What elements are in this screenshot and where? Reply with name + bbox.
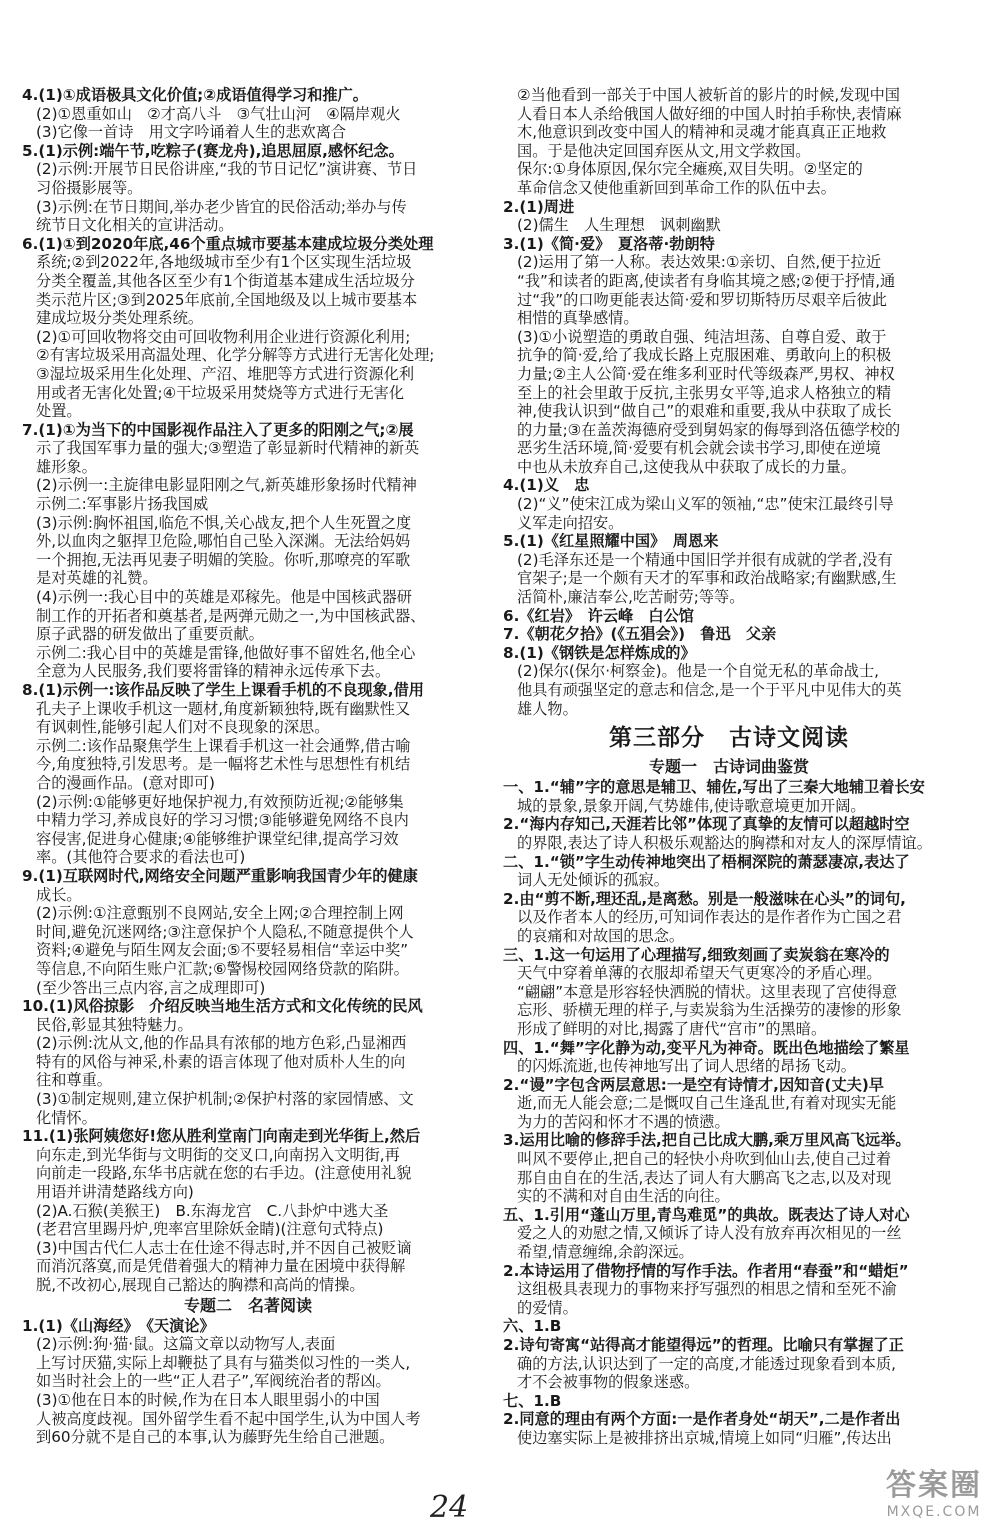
answer-line: 上写讨厌猫,实际上却鞭挞了具有与猫类似习性的一类人, [36, 1353, 411, 1372]
answer-line: 用语并讲清楚路线方向) [36, 1183, 194, 1202]
answer-line: 分类全覆盖,其他各区至少有1个街道基本建成生活垃圾分 [36, 271, 415, 290]
answer-line: 城的景象,景象开阔,气势雄伟,使诗歌意境更加开阔。 [517, 796, 866, 815]
answer-line: 活简朴,廉洁奉公,吃苦耐劳;等等。 [517, 588, 745, 607]
answer-line: 全意为人民服务,我们要将雷锋的精神永远传承下去。 [36, 662, 391, 681]
answer-line: 的爱情。 [517, 1298, 578, 1317]
answer-line: 5.(1)《红星照耀中国》 周恩来 [503, 532, 719, 551]
answer-line: 4.(1)义 忠 [503, 476, 590, 495]
answer-line: 8.(1)示例一:该作品反映了学生上课看手机的不良现象,借用 [22, 681, 424, 699]
answer-line: 叫风不要停止,把自己的轻快小舟吹到仙山去,使自己过着 [517, 1150, 892, 1169]
answer-line: 合的漫画作品。(意对即可) [36, 773, 215, 792]
answer-line: 示例二:军事影片扬我国威 [36, 495, 209, 514]
answer-line: (3)①制定规则,建立保护机制;②保护村落的家园情感、文 [36, 1090, 414, 1109]
answer-line: 示例二:我心目中的英雄是雷锋,他做好事不留姓名,他全心 [36, 643, 416, 662]
answer-line: (2)①恩重如山 ②才高八斗 ③气壮山河 ④隔岸观火 [36, 104, 401, 123]
answer-line: 国。于是他决定回国弃医从文,用文学救国。 [517, 141, 811, 160]
answer-line: (老君宫里踢丹炉,兜率宫里除妖金睛)(注意句式特点) [36, 1220, 384, 1239]
answer-line: 七、1.B [503, 1391, 562, 1410]
answer-line: (2)保尔(保尔·柯察金)。他是一个自觉无私的革命战士, [517, 662, 879, 681]
answer-line: (2)示例:①能够更好地保护视力,有效预防近视;②能够集 [36, 792, 404, 811]
answer-line: (2)示例:狗·猫·鼠。这篇文章以动物写人,表面 [36, 1335, 336, 1354]
answer-line: 11.(1)张阿姨您好!您从胜利堂南门向南走到光华街上,然后 [22, 1127, 421, 1146]
answer-line: 是对英雄的礼赞。 [36, 569, 158, 588]
answer-line: 他具有顽强坚定的意志和信念,是一个于平凡中见伟大的英 [517, 681, 902, 699]
answer-line: 往和尊重。 [36, 1071, 112, 1090]
answer-line: 2.同意的理由有两个方面:一是作者身处“胡天”,二是作者出 [503, 1410, 901, 1429]
answer-line: 习俗摄影展等。 [36, 178, 143, 197]
answer-line: (至少答出三点内容,言之成理即可) [36, 978, 266, 997]
answer-line: (2)①可回收物将交由可回收物利用企业进行资源化利用; [36, 327, 411, 346]
answer-line: 制工作的开拓者和奠基者,是两弹元勋之一,为中国核武器、 [36, 606, 426, 625]
answer-line: 时间,避免沉迷网络;③注意保护个人隐私,不随意提供个人 [36, 922, 414, 941]
answer-line: 1.(1)《山海经》 《天演论》 [22, 1316, 215, 1335]
answer-line: “翩翩”本意是形容轻快洒脱的情状。这里表现了宫使得意 [517, 982, 898, 1001]
answer-line: ②当他看到一部关于中国人被斩首的影片的时候,发现中国 [517, 86, 900, 104]
answer-line: 中精力学习,养成良好的学习习惯;③能够避免网络不良内 [36, 811, 409, 830]
answer-line: 官架子;是一个颇有天才的军事和政治战略家;有幽默感,生 [517, 569, 897, 588]
answer-line: 革命信念又使他重新回到革命工作的队伍中去。 [517, 178, 836, 197]
answer-line: (2)运用了第一人称。表达效果:①亲切、自然,便于拉近 [517, 253, 882, 272]
answer-line: 实的不满和对自由生活的向往。 [517, 1187, 730, 1206]
answer-line: 向前走一段路,东华书店就在您的右手边。(注意使用礼貌 [36, 1164, 412, 1183]
answer-line: “我”和读者的距离,使读者有身临其境之感;②便于抒情,通 [517, 271, 896, 290]
answer-line: 抗争的简·爱,给了我成长路上克服困难、勇敢向上的积极 [517, 346, 892, 365]
answer-line: 等信息,不向陌生账户汇款;⑥警惕校园网络贷款的陷阱。 [36, 959, 409, 978]
answer-line: 8.(1)《钢铁是怎样炼成的》 [503, 643, 696, 662]
answer-line: (2)A.石猴(美猴王) B.东海龙宫 C.八卦炉中逃大圣 [36, 1201, 389, 1220]
answer-line: (2)毛泽东还是一个精通中国旧学并很有成就的学者,没有 [517, 550, 893, 569]
answer-line: 的哀痛和对故国的思念。 [517, 926, 685, 945]
answer-line: 原子武器的研发做出了重要贡献。 [36, 625, 264, 644]
answer-line: 9.(1)互联网时代,网络安全问题严重影响我国青少年的健康 [22, 866, 418, 885]
answer-line: 6.(1)①到2020年底,46个重点城市要基本建成垃圾分类处理 [22, 234, 434, 253]
answer-line: 用或者无害化处置;④干垃圾采用焚烧等方式进行无害化 [36, 383, 405, 402]
answer-line: (2)“义”使宋江成为梁山义军的领袖,“忠”使宋江最终引导 [517, 495, 894, 514]
answer-line: 中也从未放弃自己,这使我从中获取了成长的力量。 [517, 457, 856, 476]
answer-line: 义军走向招安。 [517, 513, 624, 532]
page-number: 24 [430, 1490, 469, 1525]
answer-line: 二、1.“锁”字生动传神地突出了梧桐深院的萧瑟凄凉,表达了 [503, 852, 910, 871]
answer-line: 类示范片区;③到2025年底前,全国地级及以上城市要基本 [36, 290, 418, 309]
answer-line: 特有的风俗与神采,朴素的语言体现了他对质朴人生的向 [36, 1052, 406, 1071]
section-title-famous-works: 专题二 名著阅读 [183, 1295, 312, 1315]
answer-line: 如当时社会上的一些“正人君子”,军阀统治者的帮凶。 [36, 1372, 391, 1391]
answer-line: 神,使我认识到“做自己”的艰难和重要,我从中获取了成长 [517, 402, 892, 421]
answer-line: 雄人物。 [517, 699, 578, 718]
answer-line: 过“我”的口吻更能表达简·爱和罗切斯特历尽艰辛后彼此 [517, 290, 887, 309]
famous-works-answers-block [22, 1317, 474, 1447]
answer-line: 脱,不改初心,展现自己豁达的胸襟和高尚的情操。 [36, 1276, 365, 1294]
answer-line: ③湿垃圾采用生化处理、产沼、堆肥等方式进行资源化利 [36, 364, 415, 383]
answer-line: (4)示例一:我心目中的英雄是邓稼先。他是中国核武器研 [36, 588, 412, 607]
answer-line: 至上的社会里敢于反抗,主张男女平等,追求人格独立的精 [517, 383, 892, 402]
answer-line: 为力的苦闷和怀才不遇的愤懑。 [517, 1112, 730, 1131]
answer-line: 的界限,表达了诗人积极乐观豁达的胸襟和对友人的深厚情谊。 [517, 833, 932, 852]
answer-line: 爱之人的劝慰之情,又倾诉了诗人没有放弃再次相见的一丝 [517, 1224, 902, 1243]
answer-line: 容侵害,促进身心健康;④能够维护课堂纪律,提高学习效 [36, 829, 399, 848]
answer-line: (2)示例:沈从文,他的作品具有浓郁的地方色彩,凸显湘西 [36, 1034, 407, 1053]
answer-line: (3)中国古代仁人志士在仕途不得志时,并不因自己被贬谪 [36, 1238, 412, 1257]
answer-line: 6.《红岩》 许云峰 白公馆 [503, 606, 694, 625]
answer-line: 2.由“剪不断,理还乱,是离愁。别是一般滋味在心头”的词句, [503, 889, 906, 908]
answer-line: 一个拥抱,无法再见妻子明媚的笑脸。你听,那嘹亮的军歌 [36, 550, 411, 569]
answer-line: 确的方法,认识达到了一定的高度,才能透过现象看到本质, [517, 1354, 896, 1373]
answer-line: 那自由自在的生活,表达了词人有大鹏高飞之志,以及对现 [517, 1168, 892, 1187]
answer-line: (3)①他在日本的时候,作为在日本人眼里弱小的中国 [36, 1390, 380, 1409]
answer-line: 这组极具表现力的事物来抒写强烈的相思之情和至死不渝 [517, 1280, 897, 1299]
answer-line: 今,角度独特,引发思考。是一幅将艺术性与思想性有机结 [36, 755, 411, 774]
watermark-sub: MXQE.COM [886, 1504, 982, 1520]
answer-line: 外,以血肉之躯捍卫危险,哪怕自己坠入深渊。无法给妈妈 [36, 532, 411, 551]
answer-line: 成长。 [36, 885, 82, 904]
answer-line: ②有害垃圾采用高温处理、化学分解等方式进行无害化处理; [36, 346, 435, 365]
answer-line: 天气中穿着单薄的衣服却希望天气更寒冷的矛盾心理。 [517, 964, 882, 983]
right-answers-block [503, 86, 955, 718]
watermark-main: 答案圈 [886, 1468, 982, 1503]
answer-line: 希望,情意缠绵,余韵深远。 [517, 1243, 694, 1262]
watermark-logo [886, 1460, 982, 1520]
answer-line: (2)示例一:主旋律电影显阳刚之气,新英雄形象扬时代精神 [36, 476, 417, 495]
answer-line: 3.(1)《简·爱》 夏洛蒂·勃朗特 [503, 234, 715, 253]
answer-line: 到60分就不是自己的本事,认为藤野先生给自己泄题。 [36, 1428, 395, 1447]
answer-line: 人被高度歧视。国外留学生看不起中国学生,认为中国人考 [36, 1409, 421, 1428]
answer-line: (3)示例:在节日期间,举办老少皆宜的民俗活动;举办与传 [36, 197, 407, 216]
answer-line: 力量;②主人公简·爱在维多利亚时代等级森严,男权、神权 [517, 364, 895, 383]
answer-line: (3)①小说塑造的勇敢自强、纯洁坦荡、自尊自爱、敢于 [517, 327, 887, 346]
answer-line: (2)示例:开展节日民俗讲座,“我的节日记忆”演讲赛、节日 [36, 160, 418, 179]
left-column [22, 86, 474, 1447]
left-answers-block [22, 86, 474, 1295]
answer-line: 词人无处倾诉的孤寂。 [517, 871, 669, 890]
answer-line: (3)它像一首诗 用文字吟诵着人生的悲欢离合 [36, 123, 347, 142]
answer-line: 示了我国军事力量的强大;③塑造了彰显新时代精神的新英 [36, 439, 420, 458]
answer-line: 六、1.B [503, 1317, 562, 1336]
answer-line: 一、1.“辅”字的意思是辅卫、辅佐,写出了三秦大地辅卫着长安 [503, 778, 925, 797]
answer-line: 5.(1)示例:端午节,吃粽子(赛龙舟),追思屈原,感怀纪念。 [22, 141, 404, 160]
answer-line: 木,他意识到改变中国人的精神和灵魂才能真真正正地救 [517, 123, 887, 142]
answer-line: 2.“谩”字包含两层意思:一是空有诗情才,因知音(丈夫)早 [503, 1075, 884, 1094]
answer-line: 忘形、骄横无理的样子,与卖炭翁为生活操劳的凄惨的形象 [517, 1001, 902, 1020]
answer-line: 7.(1)①为当下的中国影视作品注入了更多的阳刚之气;②展 [22, 420, 414, 439]
answer-line: 的闪烁流逝,也传神地写出了词人思绪的昂扬飞动。 [517, 1057, 856, 1076]
answer-line: 化情怀。 [36, 1108, 97, 1127]
answer-line: 雄形象。 [36, 457, 97, 476]
answer-line: 建成垃圾分类处理系统。 [36, 309, 204, 328]
answer-line: 2.本诗运用了借物抒情的写作手法。作者用“春蚕”和“蜡炬” [503, 1261, 909, 1280]
answer-line: 率。(其他符合要求的看法也可) [36, 848, 246, 867]
answer-line: 向东走,到光华街与文明街的交叉口,向南拐入文明街,再 [36, 1145, 400, 1164]
answer-line: (2)儒生 人生理想 讽刺幽默 [517, 216, 721, 235]
answer-line: (2)示例:①注意甄别不良网站,安全上网;②合理控制上网 [36, 904, 404, 923]
answer-line: 相惜的真挚感情。 [517, 309, 639, 328]
section-title-poetry: 专题一 古诗词曲鉴赏 [648, 757, 809, 777]
answer-line: 保尔:①身体原因,保尔完全瘫痪,双目失明。②坚定的 [517, 160, 863, 179]
answer-line: 而消沉落寞,而是凭借着强大的精神力量在困境中获得解 [36, 1257, 406, 1276]
answer-line: 2.(1)周进 [503, 197, 575, 216]
answer-line: 示例二:该作品聚焦学生上课看手机这一社会通弊,借古喻 [36, 736, 411, 755]
answer-line: 3.运用比喻的修辞手法,把自己比成大鹏,乘万里风高飞远举。 [503, 1131, 911, 1150]
answer-line: 使边塞实际上是被排挤出京城,情境上如同“归雁”,传达出 [517, 1428, 892, 1447]
answer-line: 的力量;③在盖茨海德府受到舅妈家的侮辱到洛伍德学校的 [517, 420, 901, 439]
answer-line: 才不会被事物的假象迷惑。 [517, 1373, 700, 1392]
answer-line: 10.(1)风俗掠影 介绍反映当地生活方式和文化传统的民风 [22, 997, 423, 1016]
answer-line: 三、1.这一句运用了心理描写,细致刻画了卖炭翁在寒冷的 [503, 945, 890, 964]
answer-line: 五、1.引用“蓬山万里,青鸟难觅”的典故。既表达了诗人对心 [503, 1205, 910, 1224]
answer-line: 以及作者本人的经历,可知词作表达的是作者作为亡国之君 [517, 908, 902, 927]
answer-line: 四、1.“舞”字化静为动,变平凡为神奇。既出色地描绘了繁星 [503, 1038, 910, 1057]
answer-line: (3)示例:胸怀祖国,临危不惧,关心战友,把个人生死置之度 [36, 513, 412, 532]
answer-line: 系统;②到2022年,各地级城市至少有1个区实现生活垃圾 [36, 253, 412, 272]
answer-line: 恶劣生活环境,简·爱要有机会就会读书学习,即使在逆境 [517, 439, 881, 458]
answer-line: 有讽刺性,能够引起人们对不良现象的深思。 [36, 718, 330, 737]
answer-line: 2.诗句寄寓“站得高才能望得远”的哲理。比喻只有掌握了正 [503, 1336, 904, 1354]
answer-line: 人看日本人杀给俄国人做好细的中国人时拍手称快,表情麻 [517, 104, 902, 123]
answer-line: 逝,而无人能会意;二是慨叹自己生逢乱世,有着对现实无能 [517, 1094, 897, 1113]
answer-line: 统节日文化相关的宣讲活动。 [36, 216, 234, 235]
answer-line: 孔夫子上课收手机这一题材,角度新颖独特,既有幽默性又 [36, 699, 411, 718]
right-column [503, 86, 955, 1448]
part-three-title: 第三部分 古诗文阅读 [609, 724, 849, 752]
answer-line: 7.《朝花夕拾》(《五猖会》) 鲁迅 父亲 [503, 625, 777, 644]
answer-line: 处置。 [36, 402, 82, 421]
answer-line: 资料;④避免与陌生网友会面;⑤不要轻易相信“幸运中奖” [36, 941, 409, 960]
poetry-answers-block [503, 778, 955, 1447]
answer-line: 4.(1)①成语极具文化价值;②成语值得学习和推广。 [22, 86, 368, 104]
answer-line: 形成了鲜明的对比,揭露了唐代“宫市”的黑暗。 [517, 1019, 827, 1038]
answer-line: 2.“海内存知己,天涯若比邻”体现了真挚的友情可以超越时空 [503, 815, 910, 834]
answer-line: 民俗,彰显其独特魅力。 [36, 1015, 193, 1034]
